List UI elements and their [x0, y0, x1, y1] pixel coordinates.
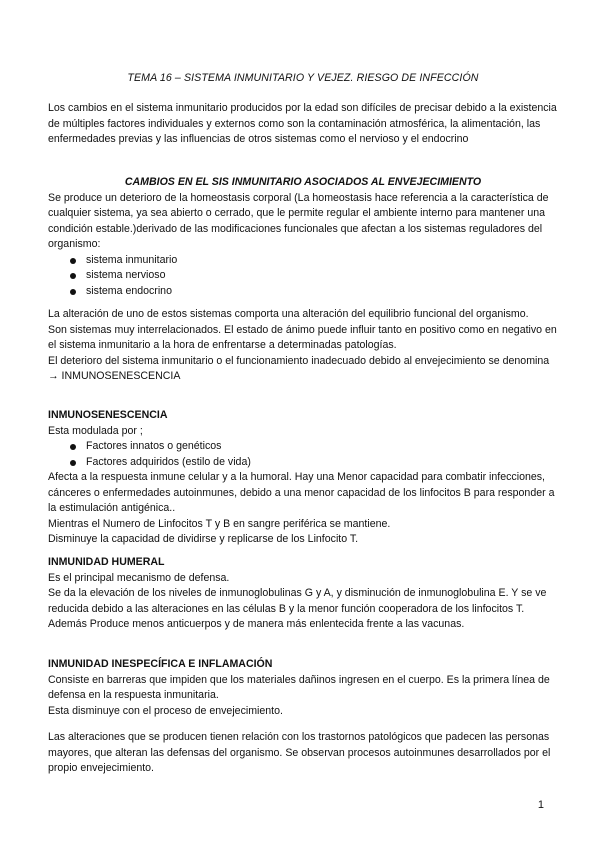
document-title: TEMA 16 – SISTEMA INMUNITARIO Y VEJEZ. RIESGO DE INFECCIÓN	[127, 72, 479, 84]
section-heading: INMUNIDAD HUMERAL	[48, 556, 165, 568]
paragraph: Se da la elevación de los niveles de inmunoglobulinas G y A, y disminución de inmunoglobulina E. Y se ve reducida debido a las alteraciones en las células B y la menor función cooperadora de los linfocitos T.	[48, 587, 547, 615]
section-cambios	[48, 175, 558, 299]
list-item: sistema nervioso	[48, 268, 558, 284]
list-item: sistema endocrino	[48, 284, 558, 300]
section-heading: INMUNIDAD INESPECÍFICA E INFLAMACIÓN	[48, 658, 273, 670]
section-inmunidad-inespecifica	[48, 657, 558, 719]
page-number: 1	[537, 799, 544, 811]
paragraph: Se produce un deterioro de la homeostasis corporal (La homeostasis hace referencia a la característica de cualquier sistema, ya sea abierto o cerrado, que le permite regular el ambiente interno para mantener una condición estable.)derivado de las modificaciones funcionales que afectan a los sistemas reguladores del organismo:	[48, 191, 549, 250]
section-inmunidad-humeral	[48, 555, 558, 633]
paragraph: Disminuye la capacidad de dividirse y replicarse de los Linfocito T.	[48, 533, 359, 545]
paragraph: El deterioro del sistema inmunitario o el funcionamiento inadecuado debido al envejecimiento se denomina → INMUNOSENESCENCIA	[48, 354, 550, 382]
section-cambios-cont	[48, 307, 558, 385]
paragraph: Consiste en barreras que impiden que los materiales dañinos ingresen en el cuerpo. Es la primera línea de defensa en la respuesta inmunitaria.	[48, 673, 550, 701]
list-item: Factores adquiridos (estilo de vida)	[48, 455, 558, 471]
paragraph: Las alteraciones que se producen tienen relación con los trastornos patológicos que padecen las personas mayores, que alteran las defensas del organismo. Se observan procesos autoinmunes desarrollados por el propio envejecimiento.	[48, 731, 551, 774]
section-heading: INMUNOSENESCENCIA	[48, 409, 168, 421]
paragraph: Es el principal mecanismo de defensa.	[48, 571, 230, 584]
paragraph: Mientras el Numero de Linfocitos T y B en sangre periférica se mantiene.	[48, 517, 391, 530]
paragraph: Además Produce menos anticuerpos y de manera más enlentecida frente a las vacunas.	[48, 618, 465, 630]
paragraph: La alteración de uno de estos sistemas comporta una alteración del equilibrio funcional del organismo.	[48, 308, 529, 320]
section-heading: CAMBIOS EN EL SIS INMUNITARIO ASOCIADOS AL ENVEJECIMIENTO	[124, 176, 482, 188]
list-item: Factores innatos o genéticos	[48, 439, 558, 455]
intro-paragraph: Los cambios en el sistema inmunitario producidos por la edad son difíciles de precisar debido a la existencia de múltiples factores individuales y externos como son la contaminación atmosférica, la alimentación, las enfermedades previas y las influencias de otros sistemas como el nervioso y el endocrino	[48, 102, 557, 145]
paragraph: Esta disminuye con el proceso de envejecimiento.	[48, 704, 283, 717]
section-inmunosenescencia	[48, 408, 558, 548]
paragraph: Son sistemas muy interrelacionados. El estado de ánimo puede influir tanto en positivo como en negativo en el sistema inmunitario a la hora de enfrentarse a determinadas patologías.	[48, 323, 557, 351]
list-item: sistema inmunitario	[48, 253, 558, 269]
paragraph: Esta modulada por ;	[48, 424, 143, 437]
bullet-list	[48, 439, 558, 470]
paragraph: Afecta a la respuesta inmune celular y a la humoral. Hay una Menor capacidad para combatir infecciones, cánceres o enfermedades autoinmunes, debido a una menor capacidad de los linfocitos B para responder a la estimulación antigénica..	[48, 471, 555, 514]
bullet-list	[48, 253, 558, 300]
